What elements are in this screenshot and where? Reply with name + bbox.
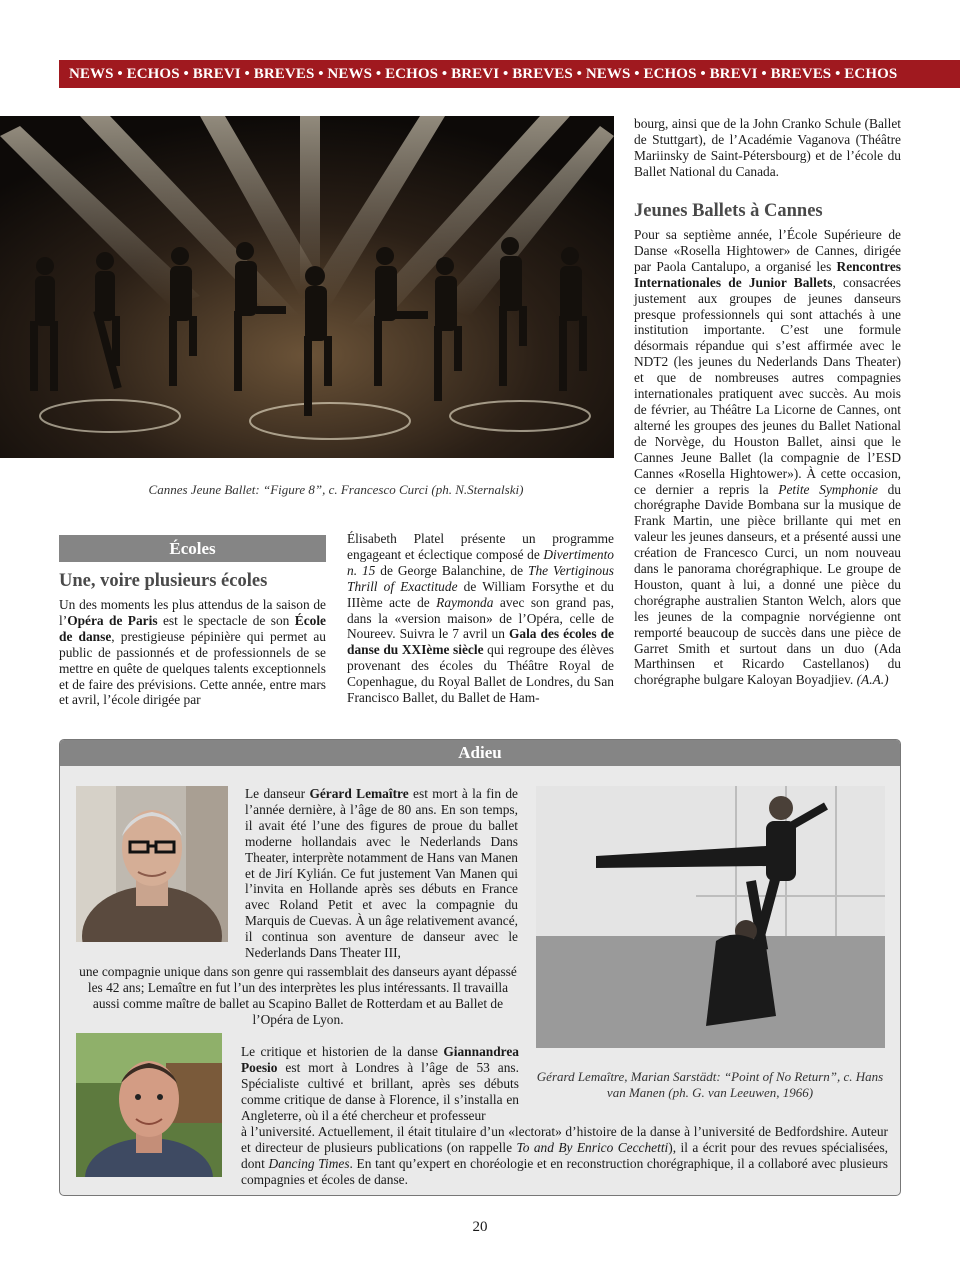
- poesio-text-1: Le critique et historien de la danse: [241, 1044, 444, 1059]
- ecoles-c2-text-4: avec son grand pas, dans la «version maison» de l’Opéra, celle de Noureev. Suivra le 7 avril un: [347, 594, 614, 642]
- cannes-article: [634, 227, 901, 688]
- cannes-rencontres-bold: Rencontres Internationales de Junior Ballets: [634, 258, 901, 290]
- gerard-name-bold: Gérard Lemaître: [309, 786, 409, 801]
- ecoles-column-1: [59, 597, 326, 708]
- ecoles-text-1: Un des moments les plus attendus de la saison de l’: [59, 597, 326, 628]
- stage-photo-illustration: [0, 116, 614, 458]
- poesio-paragraph: [241, 1044, 519, 1124]
- raymonda-title: Raymonda: [436, 594, 494, 610]
- page-number: 20: [472, 1219, 488, 1235]
- vertiginous-title: The Vertiginous Thrill of Exactitude: [347, 562, 615, 594]
- adieu-title-bar: Adieu: [60, 740, 900, 766]
- right-column-continuation: bourg, ainsi que de la John Cranko Schule (Ballet de Stuttgart), de l’Académie Vaganova (Théâtre Mariinsky de Saint-Pétersbourg) et de l’école du Ballet National du Canada.: [634, 116, 901, 179]
- gerard-lemaitre-portrait: [76, 786, 228, 942]
- opera-paris-bold: Opéra de Paris: [67, 612, 158, 628]
- portrait-2-illustration: [76, 1033, 222, 1177]
- gerard-text-2: est mort à la fin de l’année dernière, à l’âge de 80 ans. En son temps, il avait été l’une des figures de proue du ballet moderne hollandais avec le Nederlands Dans Theater, interprète notamment de Hans van Manen et de Jirí Kylián. Ce fut justement Van Manen qui l’invita en Hollande après ses débuts en France avec Roland Petit et avec la compagnie du Marquis de Cuevas. À un âge relativement avancé, il continua son aventure de danseur avec le Nederlands Dans Theater III,: [245, 786, 518, 961]
- cannes-petite-symphonie: Petite Symphonie: [778, 481, 878, 497]
- poesio-text-4: ), il a écrit pour des revues spécialisées, dont: [241, 1139, 888, 1171]
- duo-photo-caption: Gérard Lemaître, Marian Sarstädt: “Point of No Return”, c. Hans van Manen (ph. G. van Leeuwen, 1966): [536, 1069, 884, 1100]
- cannes-text-3: du chorégraphe Davide Bombana sur la musique de Frank Martin, une pièce brillante qui met en valeur les jeunes danseurs, et a présenté aussi une création de Francesco Curci, un nom nouveau dans le panorama chorégraphique. Le groupe de Houston, quant à lui, a donné une pièce du chorégraphe australien Stanton Welch, alors que les jeunes de la compagnie norvégienne ont remporté beaucoup de succès dans une pièce de Garret Smith et surtout dans un duo (Ada Marthinsen et Ricardo Castellanos) du chorégraphe bulgare Kaloyan Boyadjiev.: [634, 481, 901, 688]
- portrait-1-illustration: [76, 786, 228, 942]
- ecoles-heading: Une, voire plusieurs écoles: [59, 571, 268, 591]
- ecoles-c2-text-5: qui regroupe des élèves provenant des écoles du Théâtre Royal de Copenhague, du Royal Ballet de Londres, du San Francisco Ballet, du Ballet de Ham-: [347, 642, 614, 706]
- cecchetti-title: To and By Enrico Cecchetti: [516, 1139, 669, 1155]
- gerard-paragraph: [245, 786, 518, 961]
- ecoles-text-2: est le spectacle de son: [157, 612, 295, 628]
- news-banner: NEWS • ECHOS • BREVI • BREVES • NEWS • ECHOS • BREVI • BREVES • NEWS • ECHOS • BREVI • BREVES • ECHOS: [59, 60, 960, 88]
- duo-photo-illustration: [536, 786, 885, 1048]
- main-photo-caption: Cannes Jeune Ballet: “Figure 8”, c. Francesco Curci (ph. N.Sternalski): [148, 482, 524, 497]
- ecole-danse-bold: École de danse: [59, 612, 326, 644]
- ecoles-c2-text-2: de George Balanchine, de: [375, 562, 528, 578]
- ecoles-text-3: , prestigieuse pépinière qui permet au public de passionnés et de professionnels de se mettre en quête de quelques talents exceptionnels et de faire des prévisions. Cette année, entre mars et avril, l’école dirigée par: [59, 628, 327, 708]
- poesio-text-5: . En tant qu’expert en choréologie et en reconstruction chorégraphique, il a collaboré avec plusieurs compagnies et écoles de danse.: [241, 1155, 888, 1187]
- ecoles-c2-text-3: de William Forsythe et du IIIème acte de: [347, 578, 614, 610]
- duo-dance-photo: [536, 786, 885, 1048]
- poesio-name-bold: Giannandrea Poesio: [241, 1044, 519, 1075]
- gerard-text-1: Le danseur: [245, 786, 310, 801]
- giannandrea-poesio-portrait: [76, 1033, 222, 1177]
- ecoles-c2-text-1: Élisabeth Platel présente un programme engageant et éclectique composé de: [347, 531, 614, 562]
- poesio-text-2: est mort à Londres à l’âge de 53 ans. Spécialiste cultivé et brillant, après ses débuts comme critique de danse à Florence, il s’installa en Angleterre, où il a été chercheur et professeur: [241, 1059, 519, 1123]
- ballet-stage-photo: [0, 116, 614, 458]
- divertimento-title: Divertimento n. 15: [347, 546, 614, 578]
- ecoles-column-2: [347, 531, 614, 706]
- cannes-signature: (A.A.): [856, 672, 889, 688]
- poesio-paragraph-wide: [241, 1124, 888, 1188]
- gerard-paragraph-wide: une compagnie unique dans son genre qui rassemblait des danseurs ayant dépassé les 42 ans; Lemaître en fut l’un des interprètes les plus intéressants. Il travailla aussi comme maître de ballet au Scapino Ballet de Rotterdam et au Ballet de l’Opéra de Lyon.: [79, 964, 517, 1027]
- dancing-times-title: Dancing Times: [268, 1155, 350, 1171]
- cannes-text-1: Pour sa septième année, l’École Supérieure de Danse «Rosella Hightower» de Cannes, dirigée par Paola Cantalupo, a organisé les: [634, 227, 901, 274]
- poesio-text-3: à l’université. Actuellement, il était titulaire d’un «lectorat» d’histoire de la danse à l’université de Bedfordshire. Auteur et directeur de plusieurs publications (on rappelle: [241, 1124, 888, 1155]
- cannes-heading: Jeunes Ballets à Cannes: [634, 201, 823, 221]
- ecoles-section-bar: Écoles: [59, 535, 326, 562]
- cannes-text-2: , consacrées justement aux groupes de jeunes danseurs presque professionnels qui sont attachés à une institution importante. C’est une formule désormais répandue qui s’est affirmée avec le NDT2 (les jeunes du Nederlands Dans Theater) et que de nombreuses autres compagnies internationales pratiquent avec succès. Au mois de février, au Théâtre La Licorne de Cannes, ont alterné les groupes des jeunes du Ballet National de Norvège, du Houston Ballet, ainsi que le Cannes Jeune Ballet (la compagnie de l’ESD Cannes «Rosella Hightower»). À cette occasion, ce dernier a repris la: [634, 274, 901, 497]
- gala-bold: Gala des écoles de danse du XXIème siècle: [347, 626, 614, 658]
